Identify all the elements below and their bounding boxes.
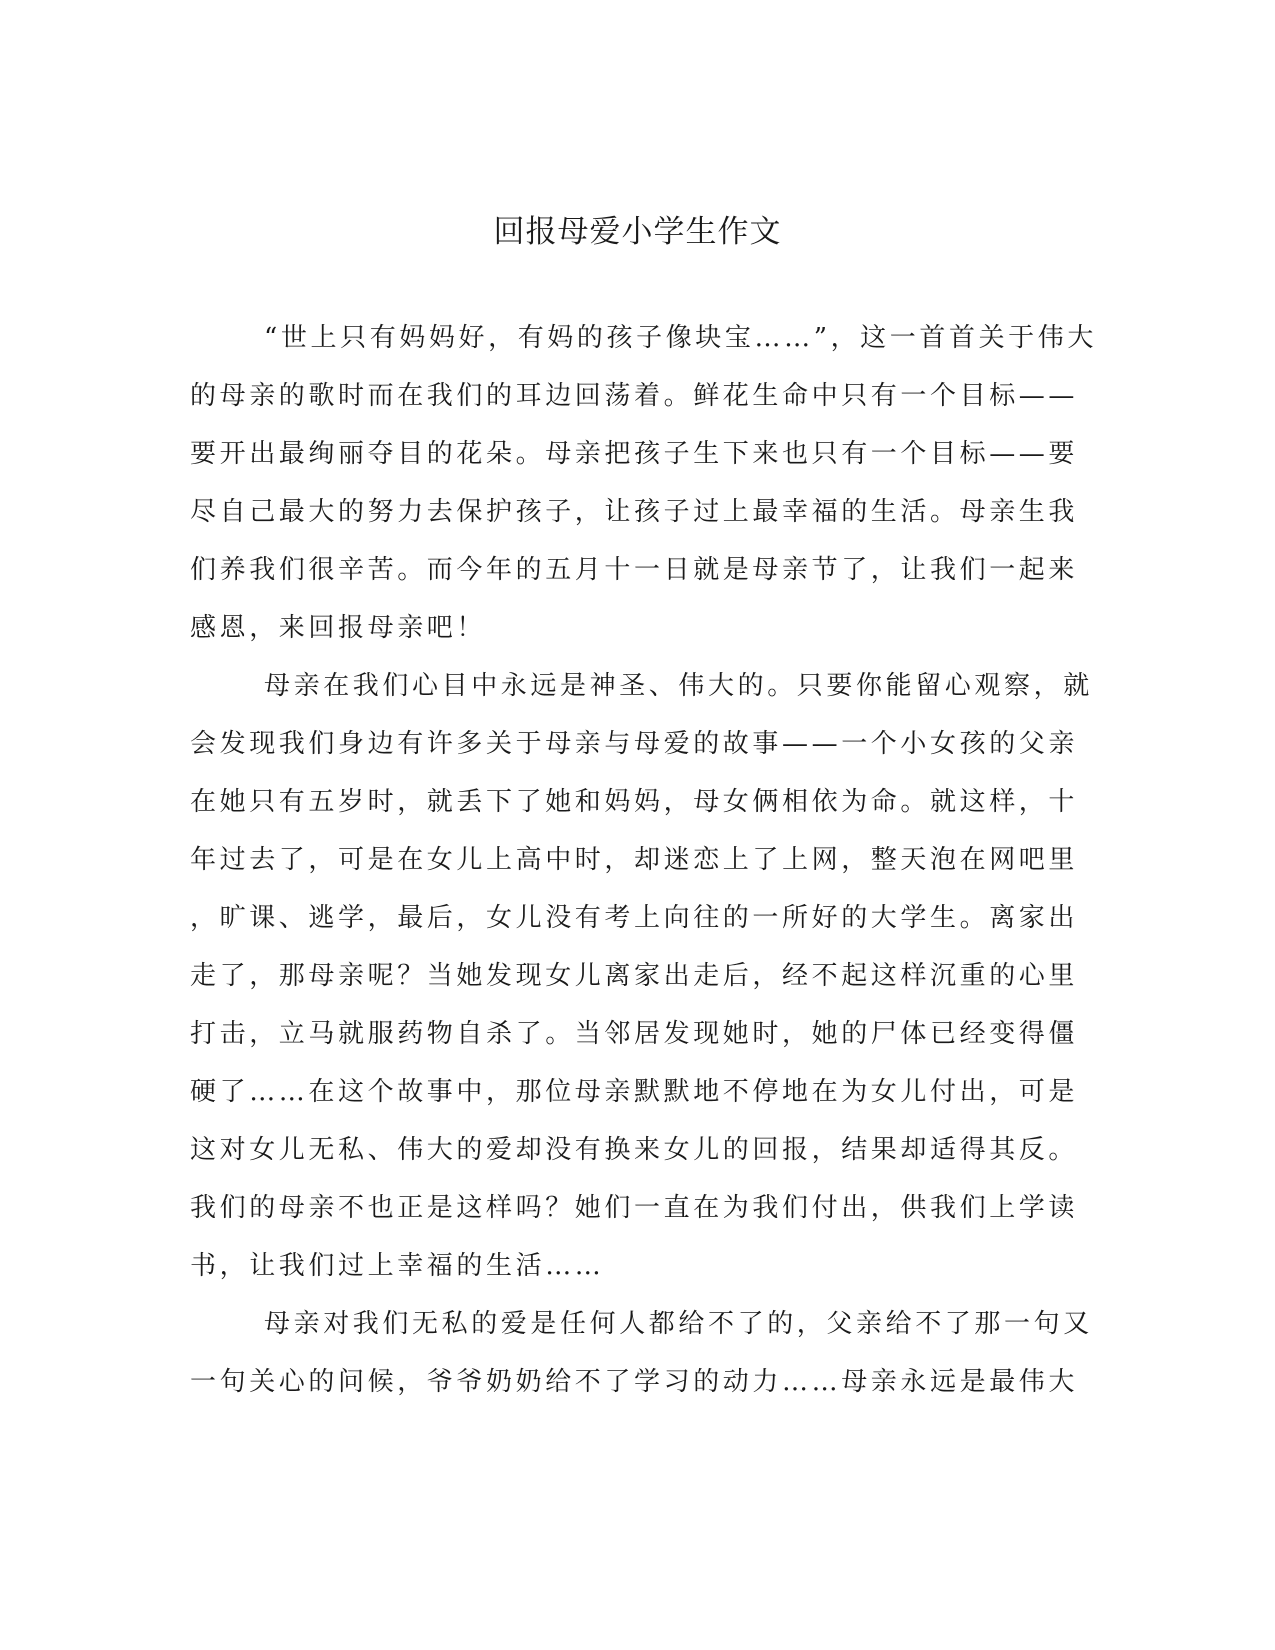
text-line: 尽自己最大的努力去保护孩子，让孩子过上最幸福的生活。母亲生我 [190,497,1079,527]
document-title: 回报母爱小学生作文 [493,214,782,250]
text-line: 硬了……在这个故事中，那位母亲默默地不停地在为女儿付出，可是 [190,1077,1079,1107]
text-line: 的母亲的歌时而在我们的耳边回荡着。鲜花生命中只有一个目标—— [190,381,1079,411]
text-line: 们养我们很辛苦。而今年的五月十一日就是母亲节了，让我们一起来 [190,555,1079,585]
text-line: 在她只有五岁时，就丢下了她和妈妈，母女俩相依为命。就这样，十 [190,787,1079,817]
text-line: 走了，那母亲呢？当她发现女儿离家出走后，经不起这样沉重的心里 [190,961,1079,991]
text-line: ，旷课、逃学，最后，女儿没有考上向往的一所好的大学生。离家出 [190,903,1079,933]
text-line: 我们的母亲不也正是这样吗？她们一直在为我们付出，供我们上学读 [190,1193,1079,1223]
text-line: 一句关心的问候，爷爷奶奶给不了学习的动力……母亲永远是最伟大 [190,1367,1079,1397]
text-line: “世上只有妈妈好，有妈的孩子像块宝……”，这一首首关于伟大 [264,323,1097,353]
text-line: 这对女儿无私、伟大的爱却没有换来女儿的回报，结果却适得其反。 [190,1135,1079,1165]
text-line: 打击，立马就服药物自杀了。当邻居发现她时，她的尸体已经变得僵 [190,1019,1079,1049]
text-line: 母亲在我们心目中永远是神圣、伟大的。只要你能留心观察，就 [264,671,1093,701]
text-line: 母亲对我们无私的爱是任何人都给不了的，父亲给不了那一句又 [264,1309,1093,1339]
text-line: 会发现我们身边有许多关于母亲与母爱的故事——一个小女孩的父亲 [190,729,1079,759]
text-line: 要开出最绚丽夺目的花朵。母亲把孩子生下来也只有一个目标——要 [190,439,1079,469]
text-line: 感恩，来回报母亲吧！ [190,613,487,643]
text-line: 书，让我们过上幸福的生活…… [190,1251,605,1281]
text-line: 年过去了，可是在女儿上高中时，却迷恋上了上网，整天泡在网吧里 [190,845,1079,875]
